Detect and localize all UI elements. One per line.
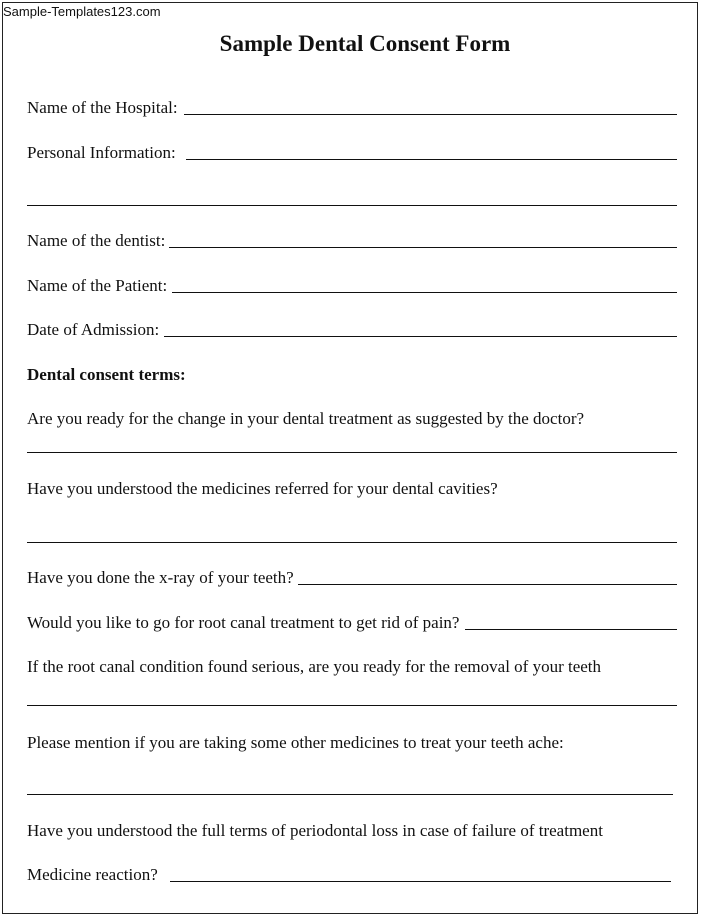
admission-field-row — [27, 320, 677, 340]
form-title: Sample Dental Consent Form — [219, 31, 511, 56]
question-6-answer-line[interactable] — [27, 794, 673, 795]
hospital-input-line[interactable] — [184, 114, 677, 115]
question-2-row — [27, 479, 677, 499]
question-4-answer-line[interactable] — [465, 629, 677, 630]
question-5-answer-line[interactable] — [27, 705, 677, 706]
patient-input-line[interactable] — [172, 292, 677, 293]
question-3-answer-line[interactable] — [298, 584, 677, 585]
question-7-text: Have you understood the full terms of periodontal loss in case of failure of treatment — [27, 821, 603, 840]
admission-label: Date of Admission: — [27, 320, 160, 339]
question-5-row — [27, 657, 677, 677]
question-2-answer-line[interactable] — [27, 542, 677, 543]
patient-field-row — [27, 276, 677, 296]
question-7-row — [27, 821, 677, 841]
question-5-text: If the root canal condition found serious, are you ready for the removal of your teeth — [27, 657, 602, 676]
question-3-text: Have you done the x-ray of your teeth? — [27, 568, 294, 587]
question-2-text: Have you understood the medicines referred for your dental cavities? — [27, 479, 498, 498]
question-8-row — [27, 865, 671, 885]
terms-heading: Dental consent terms: — [27, 365, 186, 384]
personal-info-field-row — [27, 143, 677, 163]
dentist-label: Name of the dentist: — [27, 231, 166, 250]
question-8-text: Medicine reaction? — [27, 865, 158, 884]
admission-input-line[interactable] — [164, 336, 677, 337]
question-1-answer-line[interactable] — [27, 452, 677, 453]
personal-info-label: Personal Information: — [27, 143, 176, 162]
patient-label: Name of the Patient: — [27, 276, 168, 295]
question-8-answer-line[interactable] — [170, 881, 671, 882]
question-4-row — [27, 613, 677, 633]
dentist-input-line[interactable] — [169, 247, 677, 248]
site-watermark: Sample-Templates123.com — [3, 4, 161, 19]
question-6-row — [27, 733, 677, 753]
personal-info-extra-line[interactable] — [27, 205, 677, 206]
question-3-row — [27, 568, 677, 588]
dentist-field-row — [27, 231, 677, 251]
page-border — [2, 2, 698, 914]
hospital-label: Name of the Hospital: — [27, 98, 178, 117]
question-6-text: Please mention if you are taking some other medicines to treat your teeth ache: — [27, 733, 564, 752]
question-4-text: Would you like to go for root canal treatment to get rid of pain? — [27, 613, 460, 632]
question-1-text: Are you ready for the change in your dental treatment as suggested by the doctor? — [27, 409, 585, 428]
question-1-row — [27, 409, 677, 429]
hospital-field-row — [27, 98, 677, 118]
personal-info-input-line[interactable] — [186, 159, 677, 160]
